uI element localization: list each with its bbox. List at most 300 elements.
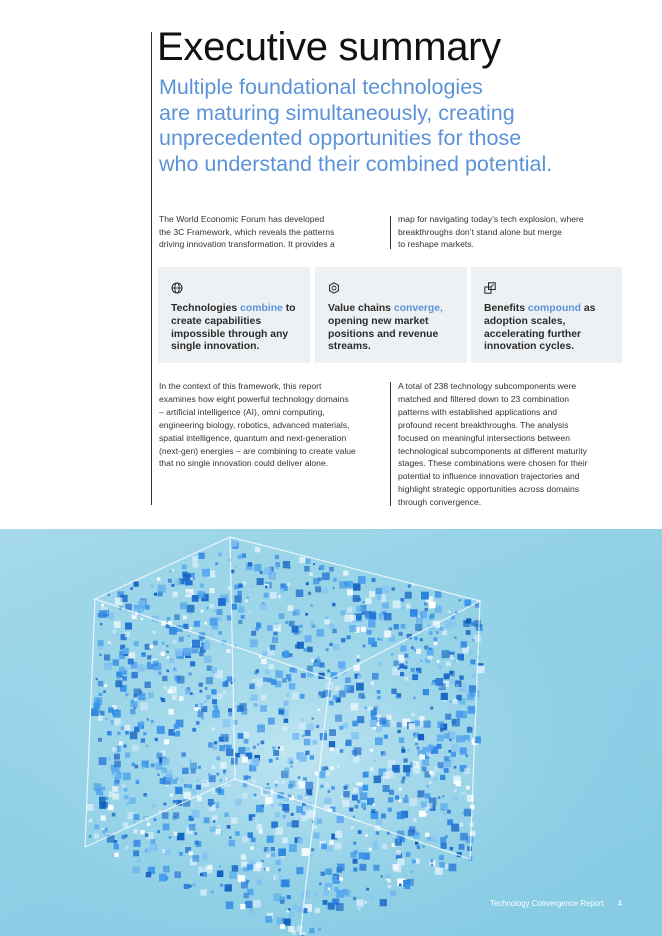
voxel — [388, 885, 392, 889]
voxel — [289, 912, 294, 917]
voxel — [132, 763, 135, 766]
voxel — [194, 832, 197, 835]
voxel — [406, 852, 411, 857]
voxel — [147, 655, 151, 659]
voxel — [411, 713, 414, 716]
voxel — [356, 899, 363, 906]
voxel — [326, 783, 330, 787]
voxel — [243, 732, 249, 738]
voxel — [276, 567, 278, 569]
voxel — [260, 705, 267, 712]
voxel — [347, 635, 351, 639]
voxel — [429, 631, 433, 635]
voxel — [128, 659, 134, 665]
voxel — [405, 795, 408, 798]
voxel — [329, 729, 336, 736]
page-title: Executive summary — [157, 25, 501, 69]
voxel — [148, 693, 154, 699]
voxel — [227, 825, 231, 829]
voxel — [382, 594, 385, 597]
voxel — [231, 540, 238, 547]
voxel — [419, 754, 425, 760]
voxel — [287, 895, 291, 899]
voxel — [250, 847, 253, 850]
voxel — [317, 629, 324, 636]
voxel — [408, 829, 415, 836]
voxel — [229, 836, 231, 838]
intro-line: breakthroughs don’t stand alone but merge — [398, 226, 562, 237]
voxel — [247, 596, 249, 598]
voxel — [125, 623, 132, 630]
voxel — [254, 564, 261, 571]
voxel — [472, 674, 476, 678]
voxel — [445, 620, 453, 628]
voxel — [161, 652, 165, 656]
voxel — [117, 732, 121, 736]
voxel — [292, 820, 299, 827]
voxel — [275, 874, 281, 880]
voxel — [350, 615, 356, 621]
voxel — [157, 726, 165, 734]
voxel — [188, 635, 190, 637]
voxel — [292, 692, 299, 699]
voxel — [327, 846, 333, 852]
body-line: matched and filtered down to 23 combination — [398, 393, 570, 404]
voxel — [429, 771, 433, 775]
voxel — [130, 732, 138, 740]
voxel — [344, 685, 350, 691]
voxel — [413, 697, 416, 700]
voxel — [376, 588, 382, 594]
voxel — [304, 739, 311, 746]
voxel — [335, 843, 342, 850]
voxel — [399, 738, 405, 744]
voxel — [217, 693, 223, 699]
voxel — [229, 840, 236, 847]
voxel — [278, 595, 281, 598]
voxel — [401, 624, 406, 629]
voxel — [124, 788, 128, 792]
voxel — [292, 668, 297, 673]
voxel — [373, 803, 375, 805]
voxel — [270, 679, 274, 683]
voxel — [99, 654, 101, 656]
voxel — [202, 717, 205, 720]
voxel — [164, 739, 169, 744]
voxel — [408, 585, 411, 588]
page-subtitle — [159, 75, 629, 177]
voxel — [343, 571, 348, 576]
voxel — [393, 864, 399, 870]
voxel — [89, 819, 93, 823]
voxel — [342, 800, 349, 807]
voxel — [368, 638, 375, 645]
voxel — [436, 631, 439, 634]
card-text-accent: compound — [527, 303, 581, 314]
voxel — [292, 626, 299, 633]
voxel — [399, 884, 402, 887]
body-line: highlight strategic opportunities across domains — [398, 484, 580, 495]
voxel — [430, 859, 433, 862]
voxel — [469, 650, 474, 655]
voxel — [113, 659, 119, 665]
voxel — [200, 583, 204, 587]
voxel — [100, 623, 103, 626]
voxel — [318, 709, 321, 712]
voxel — [241, 861, 247, 867]
voxel — [105, 797, 108, 800]
voxel — [184, 784, 188, 788]
voxel — [374, 759, 377, 762]
voxel — [311, 848, 314, 851]
voxel — [384, 631, 391, 638]
voxel — [305, 751, 309, 755]
voxel — [175, 649, 183, 657]
intro-paragraph-left — [159, 213, 335, 251]
voxel — [183, 624, 188, 629]
voxel — [272, 746, 275, 749]
voxel — [366, 888, 369, 891]
voxel — [169, 570, 172, 573]
voxel — [432, 835, 439, 842]
voxel — [296, 867, 303, 874]
voxel — [404, 665, 408, 669]
card-technologies-combine — [158, 267, 310, 363]
voxel — [374, 776, 382, 784]
voxel — [257, 824, 263, 830]
voxel — [450, 847, 453, 850]
voxel — [430, 613, 435, 618]
voxel — [459, 676, 463, 680]
voxel — [204, 643, 211, 650]
voxel — [158, 585, 166, 593]
voxel — [292, 733, 299, 740]
body-line: (next-gen) energies – are combining to create value — [159, 445, 356, 456]
body-line: engineering biology, robotics, advanced materials, — [159, 419, 350, 430]
voxel — [240, 904, 245, 909]
voxel — [182, 768, 188, 774]
voxel — [271, 847, 275, 851]
voxel — [173, 812, 179, 818]
voxel — [129, 652, 136, 659]
voxel — [146, 745, 149, 748]
voxel — [465, 754, 468, 757]
voxel — [351, 826, 354, 829]
voxel — [266, 854, 270, 858]
card-value-chains-converge — [315, 267, 467, 363]
voxel — [213, 705, 216, 708]
voxel — [206, 607, 209, 610]
voxel — [175, 778, 178, 781]
voxel — [391, 587, 395, 591]
voxel — [217, 617, 221, 621]
voxel — [358, 830, 362, 834]
voxel — [145, 833, 149, 837]
voxel — [289, 781, 296, 788]
voxel — [151, 763, 155, 767]
voxel — [153, 631, 156, 634]
voxel — [397, 730, 400, 733]
voxel — [425, 833, 429, 837]
voxel — [201, 610, 204, 613]
voxel — [200, 690, 203, 693]
voxel — [199, 683, 203, 687]
voxel — [403, 798, 408, 803]
voxel — [325, 797, 332, 804]
voxel — [372, 843, 378, 849]
voxel — [166, 624, 170, 628]
voxel — [467, 727, 473, 733]
voxel — [438, 665, 442, 669]
voxel — [374, 841, 378, 845]
voxel — [183, 616, 187, 620]
voxel — [288, 605, 294, 611]
expand-squares-icon — [484, 282, 496, 294]
voxel — [349, 625, 356, 632]
voxel — [251, 694, 257, 700]
voxel — [287, 758, 293, 764]
voxel — [281, 780, 285, 784]
voxel — [99, 757, 107, 765]
voxel — [123, 676, 128, 681]
voxel — [338, 661, 345, 668]
voxel — [91, 708, 99, 716]
voxel — [284, 768, 289, 773]
voxel — [157, 830, 160, 833]
voxel — [351, 703, 359, 711]
voxel — [160, 697, 163, 700]
voxel — [347, 590, 353, 596]
voxel — [162, 758, 169, 765]
voxel — [297, 642, 304, 649]
voxel — [182, 565, 187, 570]
voxel — [290, 765, 293, 768]
voxel — [278, 747, 280, 749]
card-text-accent: combine — [240, 303, 283, 314]
voxel — [204, 656, 211, 663]
voxel — [237, 705, 244, 712]
voxel — [288, 567, 290, 569]
card-text — [171, 303, 303, 354]
voxel — [362, 785, 368, 791]
voxel — [305, 730, 311, 736]
voxel — [136, 781, 139, 784]
voxel — [133, 821, 136, 824]
voxel — [415, 738, 418, 741]
voxel — [94, 833, 99, 838]
subtitle-line: unprecedented opportunities for those — [159, 126, 522, 150]
voxel — [210, 588, 215, 593]
voxel — [353, 816, 355, 818]
voxel — [422, 759, 429, 766]
voxel — [399, 663, 404, 668]
voxel — [351, 852, 357, 858]
voxel — [265, 586, 268, 589]
voxel — [381, 875, 383, 877]
voxel — [278, 869, 281, 872]
voxel — [192, 728, 196, 732]
voxel — [173, 668, 177, 672]
voxel — [316, 725, 319, 728]
voxel — [280, 924, 285, 929]
voxel — [151, 720, 154, 723]
voxel — [203, 781, 205, 783]
voxel — [192, 595, 199, 602]
voxel — [143, 732, 146, 735]
voxel — [242, 554, 246, 558]
voxel — [215, 562, 218, 565]
voxel — [279, 613, 285, 619]
voxel — [301, 815, 307, 821]
voxel — [252, 679, 255, 682]
voxel — [298, 631, 301, 634]
voxel — [226, 745, 232, 751]
voxel — [279, 803, 283, 807]
voxel — [417, 790, 424, 797]
voxel — [317, 656, 320, 659]
body-line: examines how eight powerful technology domains — [159, 393, 349, 404]
voxel — [199, 703, 204, 708]
card-text-prefix: Value chains — [328, 303, 394, 314]
voxel — [466, 630, 471, 635]
voxel — [228, 708, 232, 712]
voxel — [193, 562, 199, 568]
voxel — [437, 735, 444, 742]
voxel — [349, 808, 353, 812]
voxel — [174, 730, 176, 732]
voxel — [212, 815, 217, 820]
voxel — [456, 781, 461, 786]
voxel — [297, 925, 303, 931]
voxel — [282, 879, 290, 887]
voxel — [168, 729, 175, 736]
voxel — [112, 813, 116, 817]
voxel — [189, 851, 194, 856]
voxel — [155, 738, 158, 741]
voxel — [460, 747, 467, 754]
voxel — [241, 615, 245, 619]
voxel — [251, 758, 259, 766]
voxel — [255, 679, 263, 687]
card-text — [484, 303, 616, 354]
voxel — [276, 757, 279, 760]
voxel — [115, 598, 123, 606]
voxel — [346, 581, 353, 588]
voxel — [337, 864, 344, 871]
voxel — [123, 648, 129, 654]
voxel — [329, 624, 334, 629]
voxel — [313, 563, 315, 565]
voxel — [104, 684, 107, 687]
voxel — [172, 695, 177, 700]
voxel — [253, 746, 256, 749]
voxel — [134, 727, 140, 733]
voxel — [283, 651, 290, 658]
voxel — [429, 602, 436, 609]
voxel — [282, 804, 289, 811]
voxel — [464, 768, 470, 774]
voxel — [306, 582, 309, 585]
subtitle-line: Multiple foundational technologies — [159, 75, 483, 99]
voxel — [399, 788, 402, 791]
voxel — [187, 605, 195, 613]
voxel — [438, 796, 440, 798]
voxel — [211, 667, 217, 673]
voxel — [241, 882, 248, 889]
voxel — [317, 819, 322, 824]
voxel — [345, 740, 351, 746]
voxel — [151, 585, 154, 588]
voxel — [335, 686, 340, 691]
card-text-suffix: opening new market positions and revenue streams. — [328, 315, 439, 353]
body-line: profound recent breakthroughs. The analysis — [398, 419, 569, 430]
voxel — [410, 798, 418, 806]
voxel — [265, 916, 272, 923]
voxel — [125, 752, 130, 757]
voxel — [269, 759, 273, 763]
voxel — [245, 599, 248, 602]
voxel — [113, 793, 119, 799]
voxel — [384, 613, 391, 620]
voxel — [99, 693, 102, 696]
voxel — [427, 837, 431, 841]
voxel — [122, 784, 126, 788]
voxel — [375, 705, 379, 709]
voxel — [394, 661, 399, 666]
voxel — [477, 666, 484, 673]
voxel — [151, 839, 156, 844]
voxel — [254, 794, 257, 797]
voxel — [382, 844, 387, 849]
voxel — [219, 631, 223, 635]
voxel — [174, 614, 180, 620]
voxel — [206, 677, 213, 684]
voxel — [183, 648, 191, 656]
voxel — [319, 670, 322, 673]
voxel — [302, 848, 310, 856]
voxel — [191, 789, 197, 795]
voxel — [403, 765, 410, 772]
voxel — [261, 695, 266, 700]
voxel — [171, 584, 174, 587]
voxel — [422, 846, 424, 848]
voxel — [238, 606, 245, 613]
voxel — [213, 609, 216, 612]
voxel — [149, 645, 153, 649]
voxel — [166, 670, 169, 673]
voxel — [454, 789, 456, 791]
voxel — [405, 884, 410, 889]
voxel — [337, 765, 340, 768]
voxel — [449, 864, 457, 872]
voxel — [376, 819, 382, 825]
voxel — [379, 662, 382, 665]
voxel — [467, 846, 472, 851]
voxel — [359, 864, 366, 871]
voxel — [430, 707, 433, 710]
voxel — [289, 844, 297, 852]
voxel — [275, 681, 281, 687]
voxel — [330, 766, 334, 770]
voxel — [336, 903, 344, 911]
voxel — [177, 833, 185, 841]
voxel — [108, 641, 111, 644]
voxel — [370, 720, 377, 727]
voxel — [333, 644, 340, 651]
voxel — [423, 689, 429, 695]
voxel — [357, 674, 362, 679]
voxel — [189, 885, 192, 888]
